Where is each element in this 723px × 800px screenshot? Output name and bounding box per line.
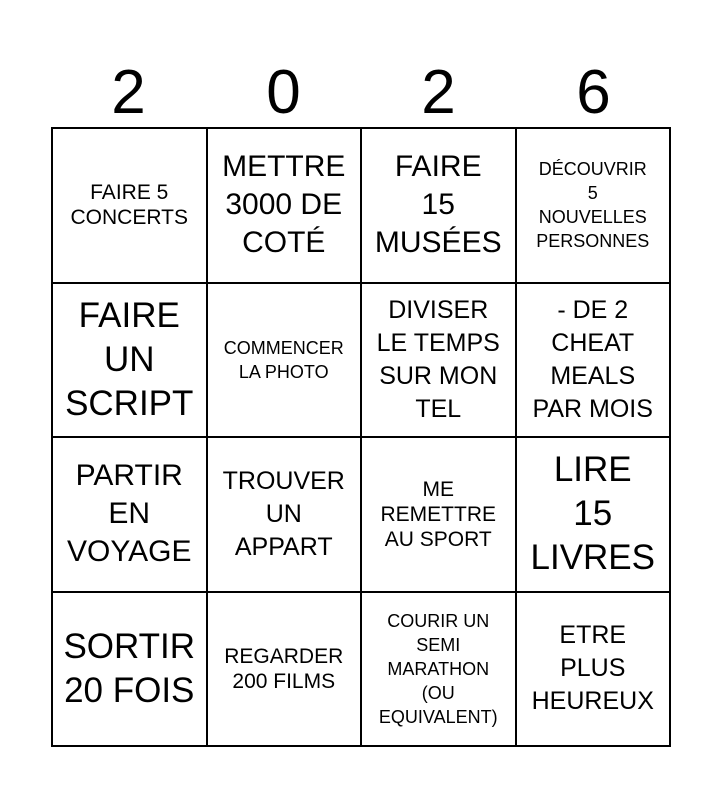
cell-label: SORTIR 20 FOIS [63, 626, 196, 710]
bingo-cell[interactable] [361, 437, 516, 592]
bingo-cell[interactable] [516, 592, 671, 747]
bingo-cell[interactable] [52, 437, 207, 592]
cell-label: LIRE 15 LIVRES [530, 450, 655, 578]
bingo-cell[interactable] [52, 283, 207, 438]
cell-label: COURIR UN SEMI MARATHON (OU EQUIVALENT) [378, 610, 498, 727]
cell-label: FAIRE 15 MUSÉES [374, 150, 502, 260]
bingo-cell[interactable] [516, 283, 671, 438]
header-letter-3: 2 [421, 58, 456, 127]
bingo-cell[interactable] [361, 283, 516, 438]
cell-label: DIVISER LE TEMPS SUR MON TEL [376, 295, 500, 423]
header-letter-4: 6 [576, 58, 611, 127]
cell-label: PARTIR EN VOYAGE [67, 459, 192, 569]
cell-label: FAIRE 5 CONCERTS [70, 181, 188, 230]
bingo-cell[interactable] [52, 592, 207, 747]
bingo-cell[interactable] [207, 128, 362, 283]
cell-label: - DE 2 CHEAT MEALS PAR MOIS [532, 295, 653, 423]
bingo-cell[interactable] [516, 437, 671, 592]
bingo-cell[interactable] [516, 128, 671, 283]
cell-label: DÉCOUVRIR 5 NOUVELLES PERSONNES [536, 159, 650, 252]
bingo-header [51, 58, 671, 128]
header-letter-1: 2 [111, 58, 146, 127]
cell-label: FAIRE UN SCRIPT [65, 295, 194, 423]
bingo-cell[interactable] [207, 283, 362, 438]
cell-label: COMMENCER LA PHOTO [223, 337, 344, 382]
bingo-board [51, 127, 671, 747]
bingo-cell[interactable] [207, 592, 362, 747]
bingo-cell[interactable] [361, 128, 516, 283]
bingo-cell[interactable] [52, 128, 207, 283]
bingo-cell[interactable] [361, 592, 516, 747]
bingo-cell[interactable] [207, 437, 362, 592]
cell-label: ETRE PLUS HEUREUX [531, 621, 654, 716]
header-letter-2: 0 [266, 58, 301, 127]
cell-label: ME REMETTRE AU SPORT [380, 477, 496, 551]
cell-label: METTRE 3000 DE COTÉ [222, 150, 346, 260]
cell-label: REGARDER 200 FILMS [224, 644, 344, 693]
cell-label: TROUVER UN APPART [222, 466, 345, 561]
